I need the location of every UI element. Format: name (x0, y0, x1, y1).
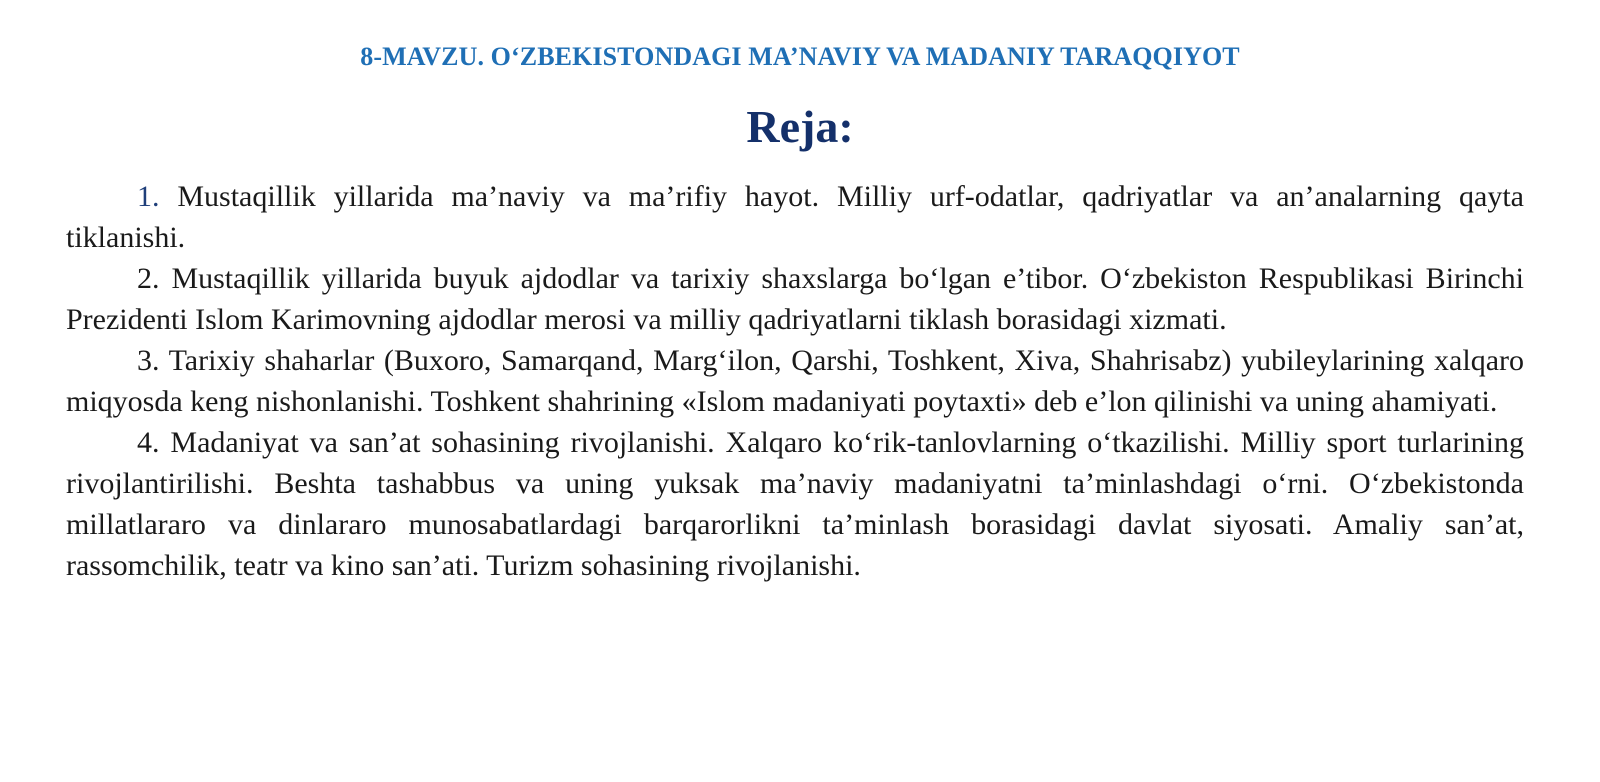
item-number: 1. (137, 180, 160, 213)
item-text: Mustaqillik yillarida ma’naviy va ma’rifiy hayot. Milliy urf-odatlar, qadriyatlar va an’analarning qayta tiklanishi. (66, 180, 1524, 254)
topic-title: 8-MAVZU. O‘ZBEKISTONDAGI MA’NAVIY VA MADANIY TARAQQIYOT (360, 42, 1240, 71)
item-text: Tarixiy shaharlar (Buxoro, Samarqand, Marg‘ilon, Qarshi, Toshkent, Xiva, Shahrisabz) yubileylarining xalqaro miqyosda keng nishonlanishi. Toshkent shahrining «Islom madaniyati poytaxti» deb e’lon qilinishi va uning ahamiyati. (66, 344, 1524, 418)
item-number: 2. (137, 262, 160, 295)
item-text: Mustaqillik yillarida buyuk ajdodlar va tarixiy shaxslarga bo‘lgan e’tibor. O‘zbekiston Respublikasi Birinchi Prezidenti Islom Karimovning ajdodlar merosi va milliy qadriyatlarni tiklash borasidagi xizmati. (66, 262, 1525, 336)
plan-item-3 (66, 340, 1524, 422)
item-number: 4. (137, 426, 160, 459)
plan-item-2 (66, 258, 1524, 340)
plan-list (66, 176, 1524, 586)
plan-item-1 (66, 176, 1524, 258)
item-text: Madaniyat va san’at sohasining rivojlanishi. Xalqaro ko‘rik-tanlovlarning o‘tkazilishi. Milliy sport turlarining rivojlantirilishi. Beshta tashabbus va uning yuksak ma’naviy madaniyatni ta’minlashdagi o‘rni. O‘zbekistonda millatlararo va dinlararo munosabatlardagi barqarorlikni ta’minlash borasidagi davlat siyosati. Amaliy san’at, rassomchilik, teatr va kino san’ati. Turizm sohasining rivojlanishi. (66, 426, 1524, 582)
plan-heading: Reja: (746, 101, 854, 152)
item-number: 3. (137, 344, 160, 377)
plan-item-4 (66, 422, 1524, 586)
